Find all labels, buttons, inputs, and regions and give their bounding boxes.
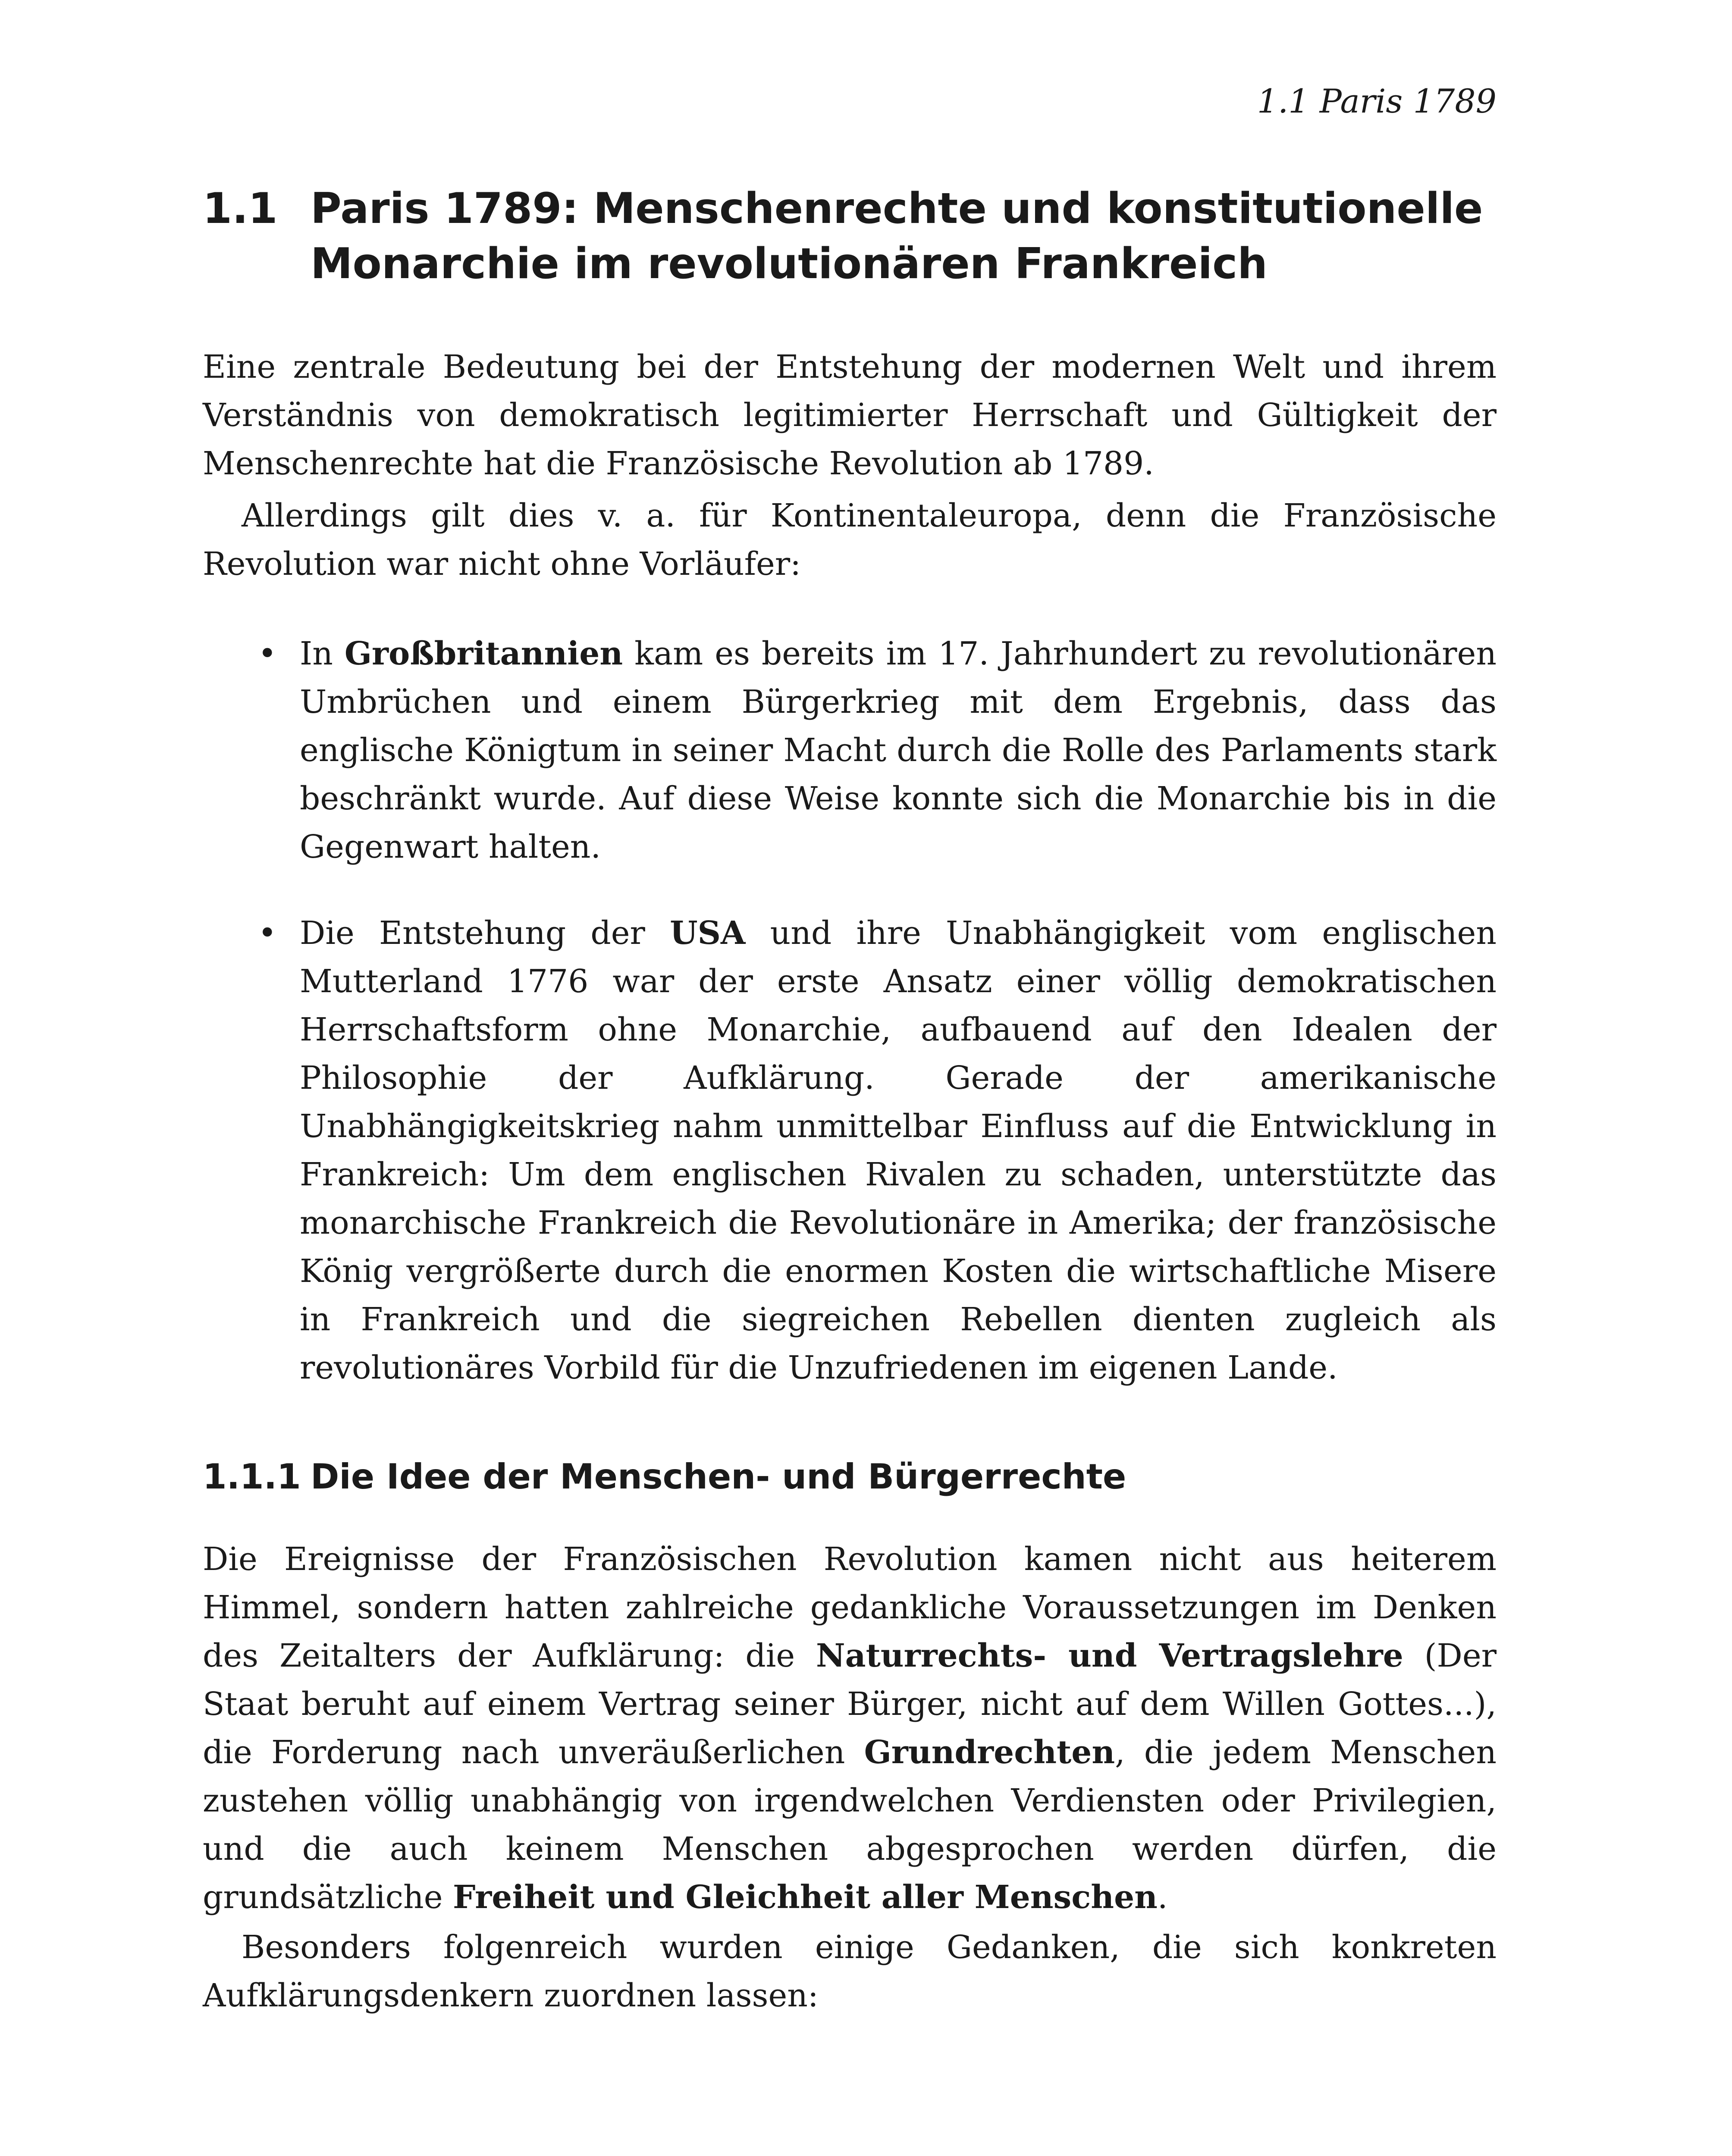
body-keyword: Naturrechts- und Vertragslehre bbox=[816, 1637, 1403, 1674]
list-item-keyword: USA bbox=[670, 915, 746, 952]
body-paragraph-1 bbox=[203, 1535, 1497, 1921]
intro-paragraph-2: Allerdings gilt dies v. a. für Kontinentaleuropa, denn die Französische Revolution war nicht ohne Vorläufer: bbox=[203, 497, 1497, 583]
list-item-keyword: Großbritannien bbox=[344, 635, 623, 672]
subsection-heading bbox=[203, 1453, 1497, 1501]
list-item-text: kam es bereits im 17. Jahrhundert zu revolutionären Umbrüchen und einem Bürgerkrieg mit dem Ergebnis, dass das englische Königtum in seiner Macht durch die Rolle des Parlaments stark beschränkt wurde. Auf diese Weise konnte sich die Monarchie bis in die Gegenwart halten. bbox=[300, 635, 1497, 865]
bullet-icon: • bbox=[258, 635, 277, 672]
section-number: 1.1 bbox=[203, 184, 278, 233]
body-text: Die Ereignisse der Französischen Revolution kamen nicht aus heiterem Himmel, sondern hatten zahlreiche gedankliche Voraussetzungen im Denken des Zeitalters der Aufklärung: die bbox=[203, 1541, 1497, 1674]
document-page bbox=[203, 0, 1497, 2156]
list-item-text: In bbox=[300, 635, 345, 672]
list-item-text: und ihre Unabhängigkeit vom englischen Mutterland 1776 war der erste Ansatz einer völlig demokratischen Herrschaftsform ohne Monarchie, aufbauend auf den Idealen der Philosophie der Aufklärung. Gerade der amerikanische Unabhängigkeitskrieg nahm unmittelbar Einfluss auf die Entwicklung in Frankreich: Um dem englischen Rivalen zu schaden, unterstützte das monarchische Frankreich die Revolutionäre in Amerika; der französische König vergrößerte durch die enormen Kosten die wirtschaftliche Misere in Frankreich und die siegreichen Rebellen dienten zugleich als revolutionäres Vorbild für die Unzufriedenen im eigenen Lande. bbox=[300, 915, 1497, 1386]
body-text: (Der Staat beruht auf einem Vertrag seiner Bürger, nicht auf dem Willen Gottes...), die Forderung nach unveräußerlichen bbox=[203, 1637, 1497, 1771]
body-paragraph-2: Besonders folgenreich wurden einige Gedanken, die sich konkreten Aufklärungsdenkern zuordnen lassen: bbox=[203, 1929, 1497, 2014]
list-item-usa bbox=[203, 909, 1497, 1392]
section-heading bbox=[203, 181, 1505, 291]
body-text: , die jedem Menschen zustehen völlig unabhängig von irgendwelchen Verdiensten oder Privilegien, und die auch keinem Menschen abgesprochen werden dürfen, die grundsätzliche bbox=[203, 1734, 1497, 1916]
section-title: Paris 1789: Menschenrechte und konstitutionelle Monarchie im revolutionären Frankreich bbox=[311, 184, 1483, 288]
intro-paragraph-1: Eine zentrale Bedeutung bei der Entstehung der modernen Welt und ihrem Verständnis von demokratisch legitimierter Herrschaft und Gültigkeit der Menschenrechte hat die Französische Revolution ab 1789. bbox=[203, 348, 1497, 482]
body-keyword: Grundrechten bbox=[864, 1734, 1115, 1771]
body-keyword: Freiheit und Gleichheit aller Menschen bbox=[453, 1879, 1158, 1916]
list-item-great-britain bbox=[203, 630, 1497, 871]
predecessor-list bbox=[203, 630, 1497, 1392]
list-item-text: Die Entstehung der bbox=[300, 915, 670, 952]
subsection-number: 1.1.1 bbox=[203, 1457, 301, 1497]
body-text: . bbox=[1157, 1879, 1168, 1916]
subsection-title: Die Idee der Menschen- und Bürgerrechte bbox=[311, 1457, 1126, 1497]
bullet-icon: • bbox=[258, 915, 277, 952]
running-head: 1.1 Paris 1789 bbox=[1257, 82, 1497, 120]
